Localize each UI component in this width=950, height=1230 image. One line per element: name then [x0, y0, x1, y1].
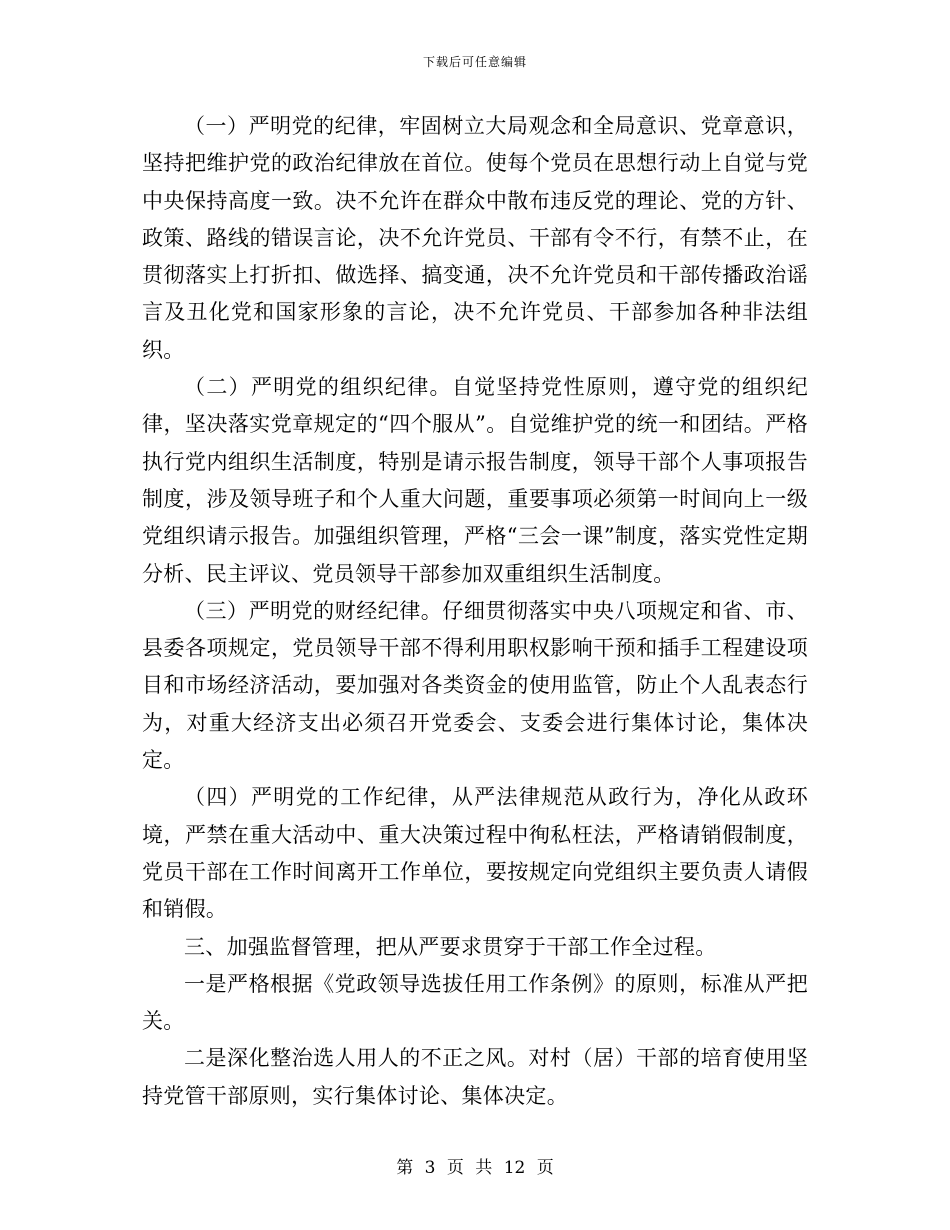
page-number-footer: 第 3 页 共 12 页: [396, 1158, 554, 1178]
paragraph-political-discipline: （一）严明党的纪律，牢固树立大局观念和全局意识、党章意识，坚持把维护党的政治纪律放在首位。使每个党员在思想行动上自觉与党中央保持高度一致。决不允许在群众中散布违反党的理论、党的方针、政策、路线的错误言论，决不允许党员、干部有令不行，有禁不止，在贯彻落实上打折扣、做选择、搞变通，决不允许党员和干部传播政治谣言及丑化党和国家形象的言论，决不允许党员、干部参加各种非法组织。: [142, 114, 808, 362]
paragraph-item-one: 一是严格根据《党政领导选拔任用工作条例》的原则，标准从严把关。: [142, 971, 808, 1034]
page-header-note: 下载后可任意编辑: [422, 55, 527, 69]
paragraph-item-two: 二是深化整治选人用人的不正之风。对村（居）干部的培育使用坚持党管干部原则，实行集体讨论、集体决定。: [142, 1046, 808, 1108]
document-body: [142, 108, 808, 1115]
paragraph-organizational-discipline: （二）严明党的组织纪律。自觉坚持党性原则，遵守党的组织纪律，坚决落实党章规定的“四个服从”。自觉维护党的统一和团结。严格执行党内组织生活制度，特别是请示报告制度，领导干部个人事项报告制度，涉及领导班子和个人重大问题，重要事项必须第一时间向上一级党组织请示报告。加强组织管理，严格“三会一课”制度，落实党性定期分析、民主评议、党员领导干部参加双重组织生活制度。: [142, 375, 808, 586]
paragraph-work-discipline: （四）严明党的工作纪律，从严法律规范从政行为，净化从政环境，严禁在重大活动中、重大决策过程中徇私枉法，严格请销假制度，党员干部在工作时间离开工作单位，要按规定向党组织主要负责人请假和销假。: [142, 785, 808, 922]
paragraph-financial-discipline: （三）严明党的财经纪律。仔细贯彻落实中央八项规定和省、市、县委各项规定，党员领导干部不得利用职权影响干预和插手工程建设项目和市场经济活动，要加强对各类资金的使用监管，防止个人乱表态行为，对重大经济支出必须召开党委会、支委会进行集体讨论，集体决定。: [142, 598, 808, 773]
section-heading-supervision: 三、加强监督管理，把从严要求贯穿于干部工作全过程。: [184, 934, 717, 959]
